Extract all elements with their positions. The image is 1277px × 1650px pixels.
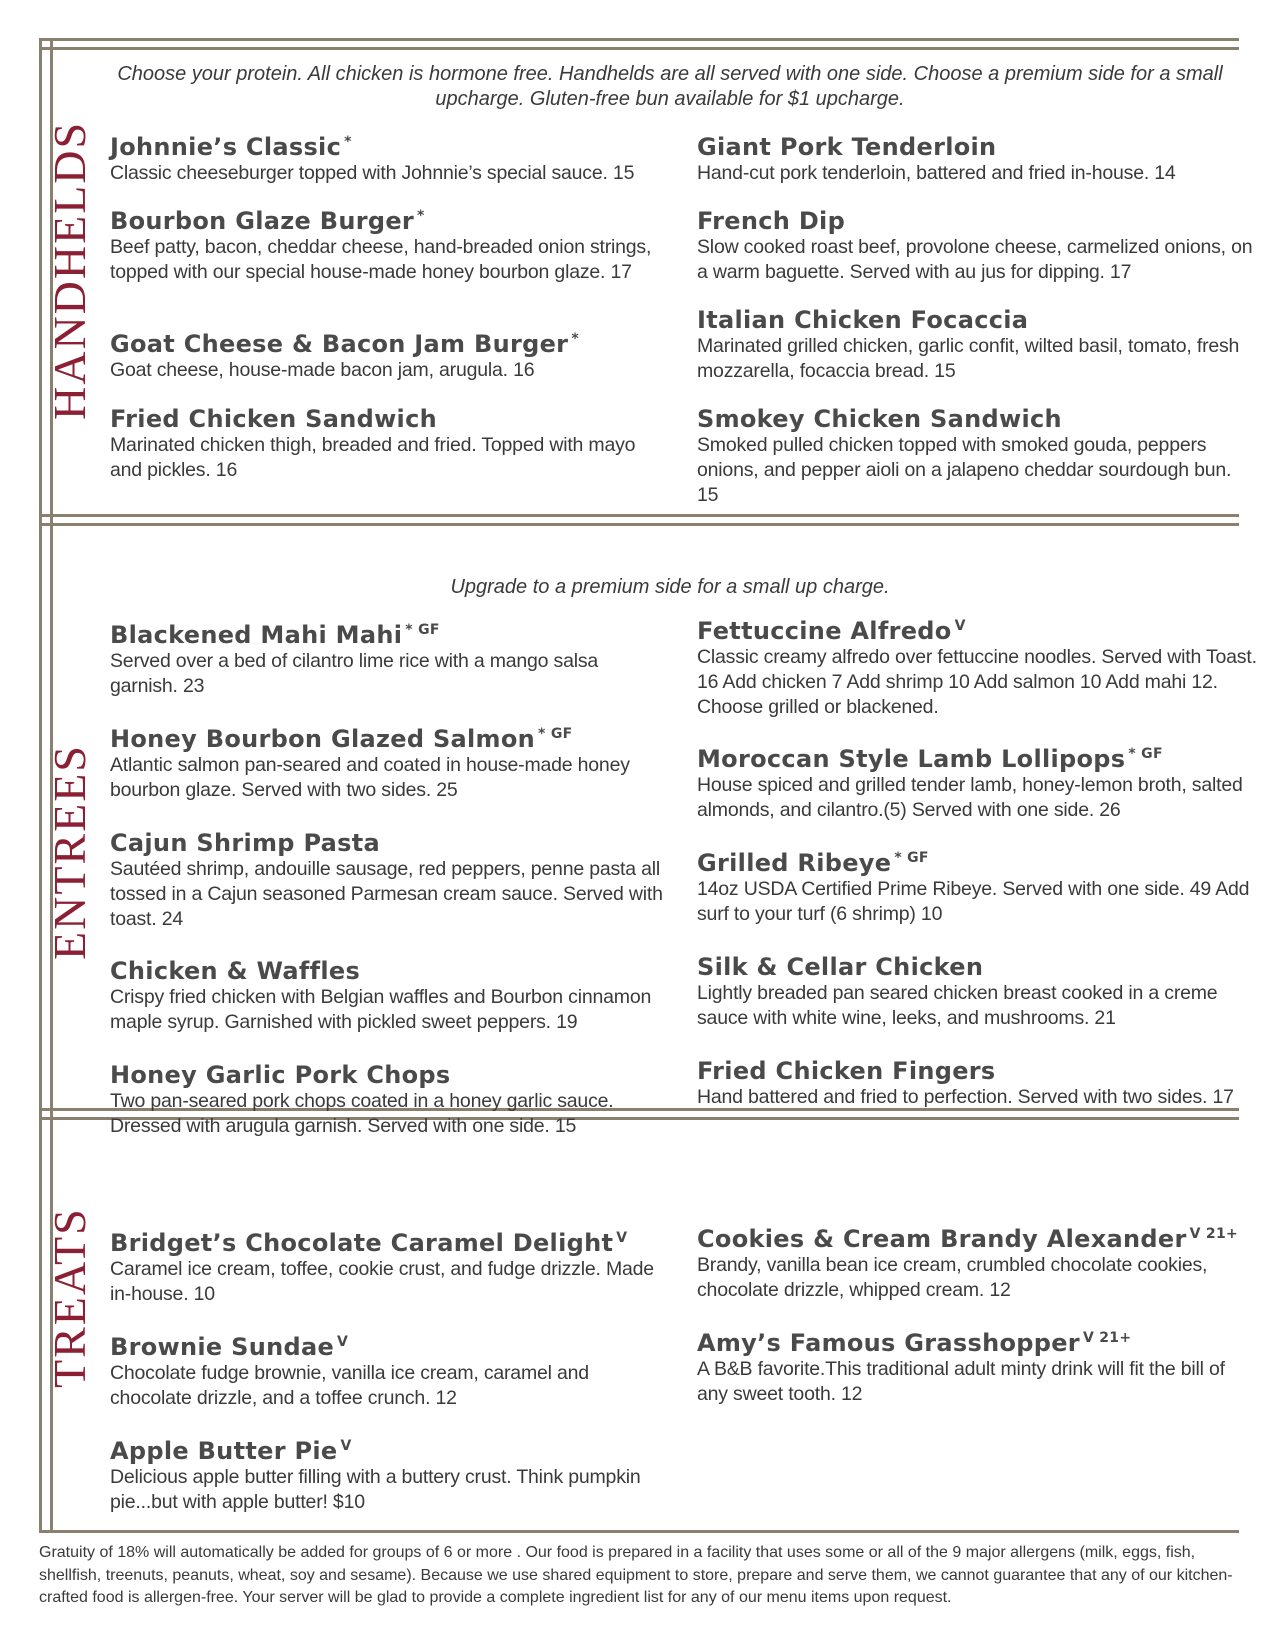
menu-item — [697, 128, 1257, 186]
menu-item — [697, 202, 1257, 285]
item-description: Goat cheese, house-made bacon jam, arugula. 16 — [110, 359, 535, 381]
item-name: Italian Chicken Focaccia — [697, 306, 1029, 334]
item-mark: * GF — [405, 622, 440, 638]
menu-item — [110, 1224, 670, 1307]
menu-item — [697, 948, 1257, 1031]
item-description: Slow cooked roast beef, provolone cheese, carmelized onions, on a warm baguette. Served with au jus for dipping. 17 — [697, 236, 1253, 283]
item-description: House spiced and grilled tender lamb, honey-lemon broth, salted almonds, and cilantro.(5) Served with one side. 26 — [697, 774, 1243, 821]
item-mark: V 21+ — [1189, 1226, 1239, 1242]
section-label-treats: TREATS — [44, 1207, 95, 1388]
item-mark: V — [954, 618, 966, 634]
menu-item — [110, 325, 670, 383]
item-description: Marinated chicken thigh, breaded and fried. Topped with mayo and pickles. 16 — [110, 434, 636, 481]
item-name: Bourbon Glaze Burger * — [110, 207, 425, 235]
item-description: Sautéed shrimp, andouille sausage, red peppers, penne pasta all tossed in a Cajun seasoned Parmesan cream sauce. Served with toast. 24 — [110, 858, 663, 930]
item-name: Amy’s Famous Grasshopper $^{V 21+}$ — [697, 1329, 1132, 1357]
menu-item — [697, 612, 1257, 720]
item-description: Hand battered and fried to perfection. Served with two sides. 17 — [697, 1086, 1234, 1108]
item-description: Marinated grilled chicken, garlic confit, wilted basil, tomato, fresh mozzarella, focaccia bread. 15 — [697, 335, 1240, 382]
item-description: Delicious apple butter filling with a buttery crust. Think pumpkin pie...but with apple butter! $10 — [110, 1466, 641, 1513]
menu-item — [697, 400, 1257, 508]
item-description: Lightly breaded pan seared chicken breast cooked in a creme sauce with white wine, leeks, and mushrooms. 21 — [697, 982, 1218, 1029]
item-mark: * — [571, 331, 579, 347]
item-description: Classic cheeseburger topped with Johnnie’s special sauce. 15 — [110, 162, 635, 184]
section-divider-handhelds — [39, 514, 1239, 526]
item-mark: * GF — [538, 726, 573, 742]
menu-item — [110, 1432, 670, 1515]
item-description: Beef patty, bacon, cheddar cheese, hand-breaded onion strings, topped with our special house-made honey bourbon glaze. 17 — [110, 236, 652, 283]
item-name: Giant Pork Tenderloin — [697, 133, 997, 161]
item-name: Brownie Sundae $^V$ — [110, 1333, 349, 1361]
menu-item — [110, 720, 670, 803]
menu-item — [697, 1052, 1257, 1110]
section-label-handhelds: HANDHELDS — [44, 120, 95, 420]
item-name: Chicken & Waffles — [110, 957, 361, 985]
item-name: Cookies & Cream Brandy Alexander $^{V 21+}$ — [697, 1225, 1239, 1253]
item-name: Bridget’s Chocolate Caramel Delight $^V$ — [110, 1229, 628, 1257]
entrees-intro: Upgrade to a premium side for a small up charge. — [450, 576, 890, 598]
item-description: Crispy fried chicken with Belgian waffles and Bourbon cinnamon maple syrup. Garnished with pickled sweet peppers. 19 — [110, 986, 652, 1033]
item-description: Hand-cut pork tenderloin, battered and fried in-house. 14 — [697, 162, 1176, 184]
item-description: Atlantic salmon pan-seared and coated in house-made honey bourbon glaze. Served with two sides. 25 — [110, 754, 630, 801]
item-name: Silk & Cellar Chicken — [697, 953, 984, 981]
item-name: Johnnie’s Classic * — [110, 133, 352, 161]
menu-item — [697, 1220, 1257, 1303]
item-description: 14oz USDA Certified Prime Ribeye. Served with one side. 49 Add surf to your turf (6 shrimp) 10 — [697, 878, 1250, 925]
item-name: Grilled Ribeye $^{* GF}$ — [697, 849, 929, 877]
item-name: Honey Bourbon Glazed Salmon $^{* GF}$ — [110, 725, 573, 753]
item-description: Caramel ice cream, toffee, cookie crust, and fudge drizzle. Made in-house. 10 — [110, 1258, 654, 1305]
item-name: Fried Chicken Sandwich — [110, 405, 437, 433]
handhelds-intro: Choose your protein. All chicken is hormone free. Handhelds are all served with one side. Choose a premium side for a small upcharge. Gluten-free bun available for $1 upcharge. — [117, 63, 1223, 110]
item-name: Goat Cheese & Bacon Jam Burger * — [110, 330, 579, 358]
item-mark: * GF — [1128, 746, 1163, 762]
item-description: Smoked pulled chicken topped with smoked gouda, peppers onions, and pepper aioli on a jalapeno cheddar sourdough bun. 15 — [697, 434, 1232, 506]
item-name: French Dip — [697, 207, 846, 235]
item-name: Apple Butter Pie $^V$ — [110, 1437, 352, 1465]
item-description: Classic creamy alfredo over fettuccine noodles. Served with Toast. 16 Add chicken 7 Add shrimp 10 Add salmon 10 Add mahi 12. Choose grilled or blackened. — [697, 646, 1257, 718]
menu-item — [697, 740, 1257, 823]
bottom-border-rule — [39, 1530, 1239, 1533]
menu-item — [697, 301, 1257, 384]
menu-item — [110, 202, 670, 285]
item-description: Served over a bed of cilantro lime rice with a mango salsa garnish. 23 — [110, 650, 599, 697]
menu-item — [110, 616, 670, 699]
menu-item — [110, 1328, 670, 1411]
section-label-entrees: ENTREES — [44, 744, 95, 960]
item-name: Smokey Chicken Sandwich — [697, 405, 1062, 433]
item-mark: V — [337, 1334, 349, 1350]
item-name: Fried Chicken Fingers — [697, 1057, 996, 1085]
top-border-rule — [39, 38, 1239, 50]
item-name: Moroccan Style Lamb Lollipops $^{* GF}$ — [697, 745, 1163, 773]
item-description: A B&B favorite.This traditional adult minty drink will fit the bill of any sweet tooth. 12 — [697, 1358, 1225, 1405]
menu-item — [110, 824, 670, 932]
item-mark: * — [417, 208, 425, 224]
menu-item — [110, 400, 670, 483]
item-name: Fettuccine Alfredo $^V$ — [697, 617, 966, 645]
menu-item — [697, 1324, 1257, 1407]
item-description: Brandy, vanilla bean ice cream, crumbled chocolate cookies, chocolate drizzle, whipped cream. 12 — [697, 1254, 1208, 1301]
item-mark: V — [616, 1230, 628, 1246]
item-description: Chocolate fudge brownie, vanilla ice cream, caramel and chocolate drizzle, and a toffee crunch. 12 — [110, 1362, 589, 1409]
menu-item — [110, 128, 670, 186]
item-mark: V 21+ — [1082, 1330, 1132, 1346]
menu-item — [110, 1056, 670, 1139]
item-mark: * — [344, 134, 352, 150]
menu-item — [697, 844, 1257, 927]
item-name: Blackened Mahi Mahi $^{* GF}$ — [110, 621, 440, 649]
item-mark: V — [340, 1438, 352, 1454]
item-name: Cajun Shrimp Pasta — [110, 829, 381, 857]
item-description: Two pan-seared pork chops coated in a honey garlic sauce. Dressed with arugula garnish. Served with one side. 15 — [110, 1090, 614, 1137]
allergen-footer-note: Gratuity of 18% will automatically be added for groups of 6 or more . Our food is prepared in a facility that uses some or all of the 9 major allergens (milk, eggs, fish, shellfish, treenuts, peanuts, wheat, soy and sesame). Because we use shared equipment to store, prepare and serve them, we cannot guarantee that any of our kitchen-crafted food is allergen-free. Your server will be glad to provide a complete ingredient list for any of our menu items upon request. — [39, 1544, 1233, 1606]
menu-item — [110, 952, 670, 1035]
item-name: Honey Garlic Pork Chops — [110, 1061, 451, 1089]
item-mark: * GF — [894, 850, 929, 866]
